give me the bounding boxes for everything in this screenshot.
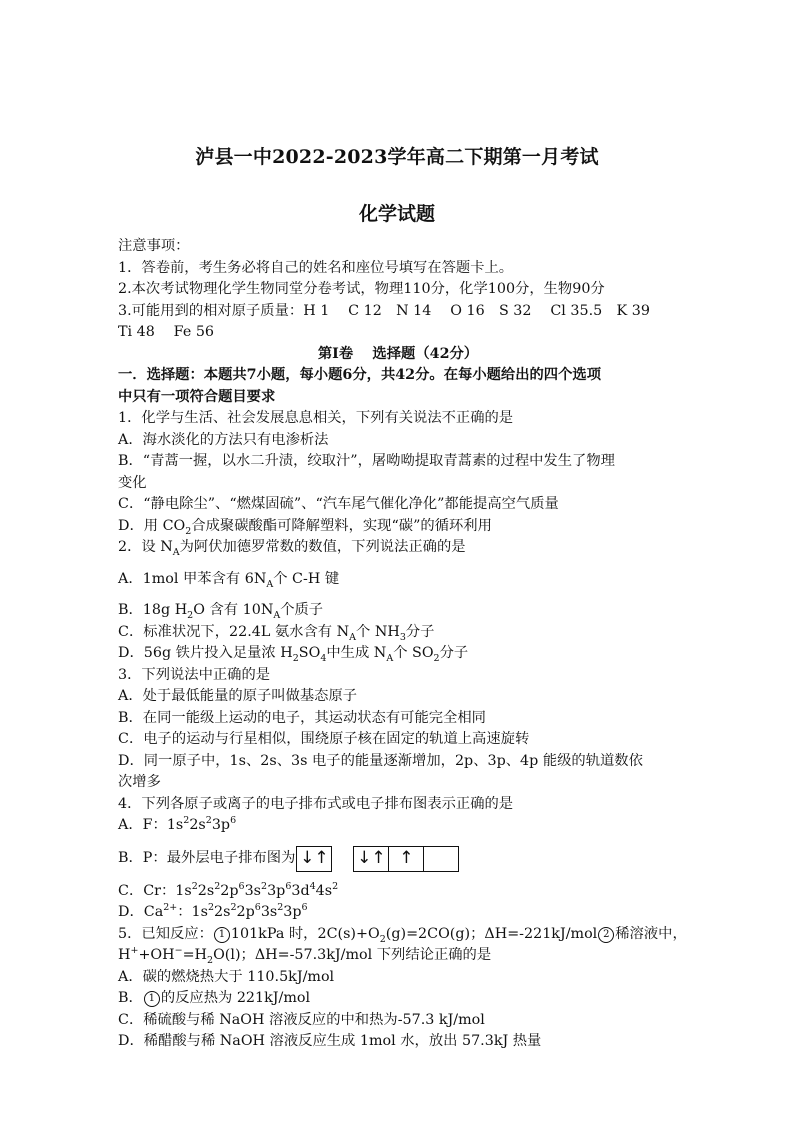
q1-option-b-cont: 变化 [118, 474, 147, 491]
orbital-box: ↑ [389, 846, 424, 872]
q3-option-d-cont: 次增多 [118, 774, 161, 790]
q2-option-a: A．1mol 甲苯含有 $6N_A$个 C-H 键 [118, 570, 340, 590]
q1-option-c: C．“静电除尘”、“燃煤固硫”、“汽车尾气催化净化”都能提高空气质量 [118, 496, 559, 512]
section-instruction: 一．选择题：本题共7小题，每小题6分，共42分。在每小题给出的四个选项 [118, 367, 601, 383]
circled-number-2: 2 [598, 927, 614, 943]
note-2: 2.本次考试物理化学生物同堂分卷考试，物理110分，化学100分，生物90分 [118, 281, 605, 297]
q4-stem: 4．下列各原子或离子的电子排布式或电子排布图表示正确的是 [118, 795, 514, 812]
q2-option-b: B．18g $H_2O$ 含有 $10N_A$个质子 [118, 602, 324, 621]
note-1: 1．答卷前，考生务必将自己的姓名和座位号填写在答题卡上。 [118, 259, 514, 276]
circled-number-1: 1 [144, 991, 160, 1007]
q2-option-d: D．56g 铁片投入足量浓 $H_2SO_4$中生成 $N_A$个 $SO_2$分子 [118, 645, 469, 664]
circled-number-1: 1 [214, 927, 230, 943]
orbital-box [424, 846, 459, 872]
q5-stem-cont: $H^++OH^-=H_2O(l)$；ΔH=-57.3kJ/mol 下列结论正确的是 [118, 945, 492, 966]
q3-option-a: A．处于最低能量的原子叫做基态原子 [118, 688, 358, 704]
q5-option-c: C．稀硫酸与稀 NaOH 溶液反应的中和热为-57.3 kJ/mol [118, 1011, 485, 1028]
exam-body [118, 236, 687, 1053]
q5-option-d: D．稀醋酸与稀 NaOH 溶液反应生成 1mol 水，放出 57.3kJ 热量 [118, 1033, 542, 1049]
q5-option-a: A．碳的燃烧热大于 110.5kJ/mol [118, 968, 335, 985]
q3-option-d: D．同一原子中，1s、2s、3s 电子的能量逐渐增加，2p、3p、4p 能级的轨道数依 [118, 752, 643, 769]
q1-option-b: B．“青蒿一握，以水二升渍，绞取汁”，屠呦呦提取青蒿素的过程中发生了物理 [118, 453, 615, 469]
q4-option-b-label: B．P：最外层电子排布图为 [118, 849, 296, 866]
q4-option-d: D．$Ca^{2+}$：$1s^22s^22p^63s^23p^6$ [118, 902, 308, 920]
orbital-box: ↓↑ [353, 846, 389, 872]
q3-stem: 3．下列说法中正确的是 [118, 666, 271, 683]
q4-option-a: A．F：$1s^22s^23p^6$ [118, 815, 237, 833]
section-instruction-cont: 中只有一项符合题目要求 [118, 388, 276, 405]
orbital-diagram-s [296, 846, 332, 872]
q5-option-b: B． 1 的反应热为 221kJ/mol [118, 990, 311, 1006]
q3-option-b: B．在同一能级上运动的电子，其运动状态有可能完全相同 [118, 709, 486, 726]
note-3-cont: Ti 48 Fe 56 [118, 324, 215, 340]
q1-option-a: A．海水淡化的方法只有电渗析法 [118, 431, 329, 448]
notes-heading: 注意事项： [118, 238, 190, 254]
note-3: 3.可能用到的相对原子质量：H 1 C 12 N 14 O 16 S 32 Cl 35.5 K 39 [118, 302, 650, 319]
q4-option-b [118, 844, 678, 874]
q5-stem: 5．已知反应： 1 101kPa 时，$2C(s)+O_2(g)=2CO(g)$；ΔH=-221kJ/mol 2 稀溶液中， [118, 925, 687, 945]
q2-stem: 2．设 $N_A$为阿伏加德罗常数的数值，下列说法正确的是 [118, 539, 466, 558]
q1-option-d: D．用 $CO_2$合成聚碳酸酯可降解塑料，实现“碳”的循环利用 [118, 517, 492, 537]
section-heading: 第I卷 选择题（42分） [317, 345, 479, 362]
orbital-diagram-p [353, 846, 459, 872]
exam-title: 泸县一中2022-2023学年高二下期第一月考试 [195, 146, 599, 168]
q1-stem: 1．化学与生活、社会发展息息相关，下列有关说法不正确的是 [118, 410, 514, 426]
exam-subject: 化学试题 [358, 203, 435, 225]
q3-option-c: C．电子的运动与行星相似，围绕原子核在固定的轨道上高速旋转 [118, 731, 530, 747]
q4-option-c: C．Cr：$1s^22s^22p^63s^23p^63d^44s^2$ [118, 880, 339, 899]
orbital-box: ↓↑ [296, 846, 332, 872]
q2-option-c: C．标准状况下，22.4L 氨水含有 $N_A$个 $NH_3$分子 [118, 623, 435, 643]
